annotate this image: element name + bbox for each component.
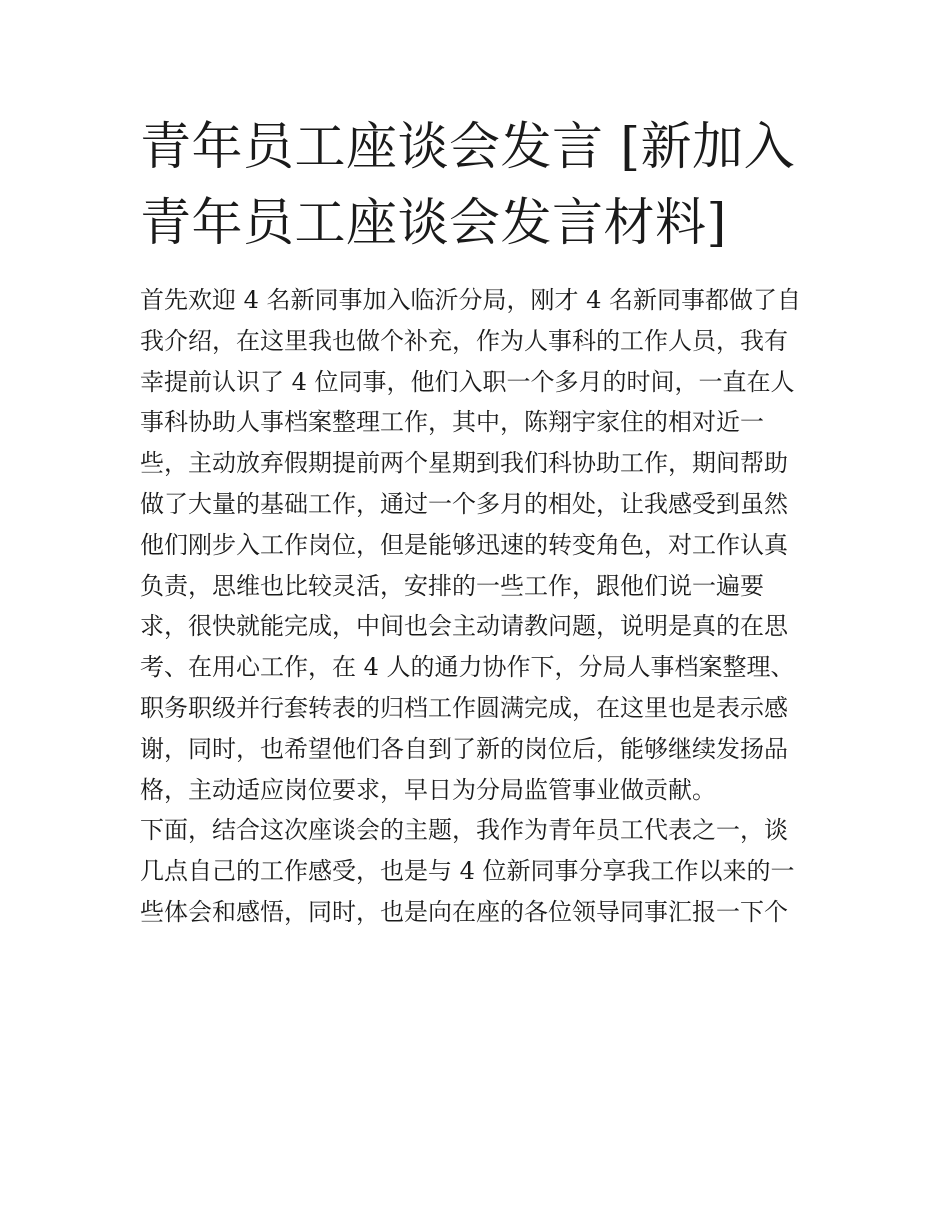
body-line: 做了大量的基础工作，通过一个多月的相处，让我感受到虽然 — [140, 489, 788, 518]
body-line: 下面，结合这次座谈会的主题，我作为青年员工代表之一，谈 — [140, 816, 788, 845]
body-line: 几点自己的工作感受，也是与 4 位新同事分享我工作以来的一 — [140, 857, 795, 886]
title-line-1: 青年员工座谈会发言 [新加入 — [140, 118, 796, 177]
body-line: 些体会和感悟，同时，也是向在座的各位领导同事汇报一下个 — [140, 897, 788, 926]
document-title — [140, 110, 820, 262]
document-body — [140, 280, 812, 933]
title-line-2: 青年员工座谈会发言材料] — [140, 194, 727, 253]
body-line: 些，主动放弃假期提前两个星期到我们科协助工作，期间帮助 — [140, 449, 788, 478]
body-line: 我介绍，在这里我也做个补充，作为人事科的工作人员，我有 — [140, 326, 788, 355]
body-line: 首先欢迎 4 名新同事加入临沂分局，刚才 4 名新同事都做了自 — [140, 286, 802, 314]
body-line: 职务职级并行套转表的归档工作圆满完成，在这里也是表示感 — [140, 693, 788, 722]
body-line: 事科协助人事档案整理工作，其中，陈翔宇家住的相对近一 — [140, 408, 764, 437]
body-line: 他们刚步入工作岗位，但是能够迅速的转变角色，对工作认真 — [140, 530, 788, 559]
body-line: 负责，思维也比较灵活，安排的一些工作，跟他们说一遍要 — [140, 571, 764, 600]
body-line: 格，主动适应岗位要求，早日为分局监管事业做贡献。 — [140, 775, 716, 804]
body-line: 谢，同时，也希望他们各自到了新的岗位后，能够继续发扬品 — [140, 734, 788, 763]
body-line: 幸提前认识了 4 位同事，他们入职一个多月的时间，一直在人 — [140, 367, 795, 396]
body-line: 考、在用心工作，在 4 人的通力协作下，分局人事档案整理、 — [140, 653, 795, 682]
body-line: 求，很快就能完成，中间也会主动请教问题，说明是真的在思 — [140, 612, 788, 641]
